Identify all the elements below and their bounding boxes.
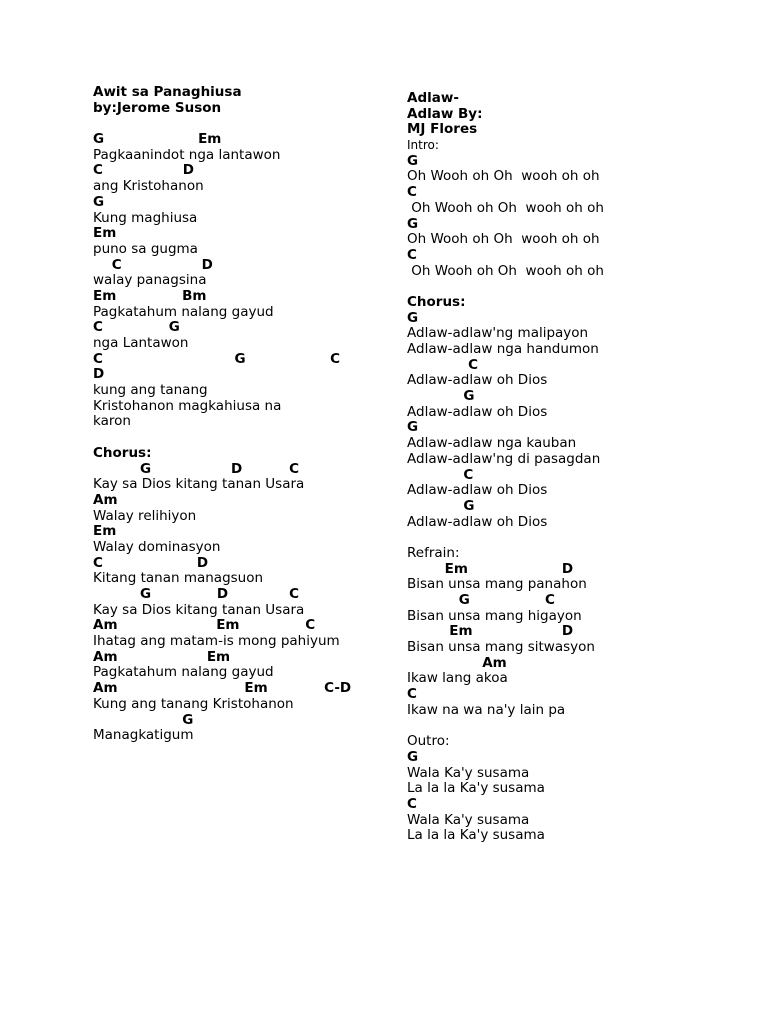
lyric-line: karon [93,413,131,430]
chord-line: G D C [93,586,300,602]
lyric-line: Ikaw lang akoa [407,670,508,687]
chord-line: Am Em [93,648,231,665]
lyric-line: Walay relihiyon [93,507,197,524]
chord-line: Am [407,654,507,671]
chorus-label: Chorus: [93,444,152,461]
lyric-line: Adlaw-adlaw oh Dios [407,482,548,499]
chord-line: C D [93,162,195,179]
lyric-line: Wala Ka'y susama [407,764,530,781]
chord-line: Em D [407,623,574,640]
chord-line: Am [93,491,118,508]
lyric-line: Oh Wooh oh Oh wooh oh oh [407,231,600,248]
refrain-label: Refrain: [407,544,460,561]
song-title-line: MJ Flores [407,121,478,138]
chord-line: G [407,748,419,765]
chord-line: Am Em C [93,617,316,634]
chord-line: C [407,184,417,201]
chord-line: G D C [93,460,300,477]
lyric-line: Kay sa Dios kitang tanan Usara [93,476,305,493]
chord-line: C [407,246,417,263]
intro-label: Intro: [407,138,439,153]
lyric-line: Kitang tanan managsuon [93,570,264,587]
blank-line [407,530,737,546]
lyric-line: Pagkatahum nalang gayud [93,303,274,320]
chord-line: G [93,193,105,210]
lyric-line: Kay sa Dios kitang tanan Usara [93,601,305,618]
chord-line: C [407,686,417,703]
intro-block [407,154,737,280]
blank-line [407,279,737,295]
chord-line: C G C [93,350,341,367]
lyric-line: Kung ang tanang Kristohanon [93,695,294,712]
lyric-line: puno sa gugma [93,240,198,257]
left-song-column [93,85,383,744]
lyric-line: Pagkatahum nalang gayud [93,664,274,681]
chord-line: G [93,711,194,728]
chord-line: Em D [407,560,574,577]
chord-line: Em [93,523,117,540]
lyric-line: Oh Wooh oh Oh wooh oh oh [407,262,604,279]
lyric-line: Bisan unsa mang higayon [407,607,582,624]
song-title [407,91,737,138]
song-title-line: Adlaw By: [407,105,483,122]
blank-line [407,719,737,735]
chord-line: Am Em C-D [93,680,352,697]
chorus-block [407,311,737,531]
outro-block [407,750,737,844]
chorus-block [93,462,383,744]
chord-line: C D [93,554,209,571]
chord-line: Em Bm [93,287,207,304]
lyric-line: Adlaw-adlaw oh Dios [407,372,548,389]
lyric-line: La la la Ka'y susama [407,827,545,844]
lyric-line: Kung maghiusa [93,209,198,226]
song-author: by:Jerome Suson [93,99,222,116]
lyric-line: ang Kristohanon [93,178,204,195]
blank-line [93,116,383,132]
chord-line: D [93,366,105,383]
chord-line: G Em [93,131,222,148]
song-title-line: Adlaw- [407,90,459,106]
chord-line: G [407,309,419,326]
chord-line: Em [93,225,117,242]
verse-block [93,132,383,430]
lyric-line: Managkatigum [93,727,194,744]
chord-line: C D [93,256,213,273]
chord-line: G [407,152,419,169]
lyric-line: Wala Ka'y susama [407,811,530,828]
lyric-line: Adlaw-adlaw'ng malipayon [407,325,589,342]
lyric-line: La la la Ka'y susama [407,780,545,797]
chord-line: G [407,388,475,405]
lyric-line: Adlaw-adlaw oh Dios [407,403,548,420]
blank-line [93,430,383,446]
lyric-line: Adlaw-adlaw nga kauban [407,435,577,452]
chorus-label: Chorus: [407,293,466,310]
lyric-line: Pagkaanindot nga lantawon [93,146,281,163]
chord-line: G [407,497,475,514]
song-title: Awit sa Panaghiusa [93,84,242,100]
lyric-line: Kristohanon magkahiusa na [93,397,282,414]
chord-line: G [407,215,419,232]
chord-line: G [407,419,419,436]
lyric-line: Walay dominasyon [93,538,221,555]
lyric-line: Bisan unsa mang panahon [407,576,587,593]
lyric-line: Oh Wooh oh Oh wooh oh oh [407,199,604,216]
lyric-line: Adlaw-adlaw'ng di pasagdan [407,450,601,467]
lyric-line: kung ang tanang [93,382,208,399]
chord-line: C [407,356,479,373]
chord-line: G C [407,592,555,608]
lyric-line: walay panagsina [93,272,207,289]
refrain-block [407,562,737,719]
chord-line: C [407,795,417,812]
lyric-line: Adlaw-adlaw oh Dios [407,513,548,530]
chord-line: C G [93,319,180,336]
lyric-line: Bisan unsa mang sitwasyon [407,639,595,656]
lyric-line: Ikaw na wa na'y lain pa [407,701,566,718]
right-song-column [407,85,737,844]
lyric-line: Adlaw-adlaw nga handumon [407,341,599,357]
lyric-line: Oh Wooh oh Oh wooh oh oh [407,168,600,185]
outro-label: Outro: [407,733,450,750]
lyric-line: Ihatag ang matam-is mong pahiyum [93,633,340,650]
chord-line: C [407,466,474,483]
lyric-line: nga Lantawon [93,335,189,351]
